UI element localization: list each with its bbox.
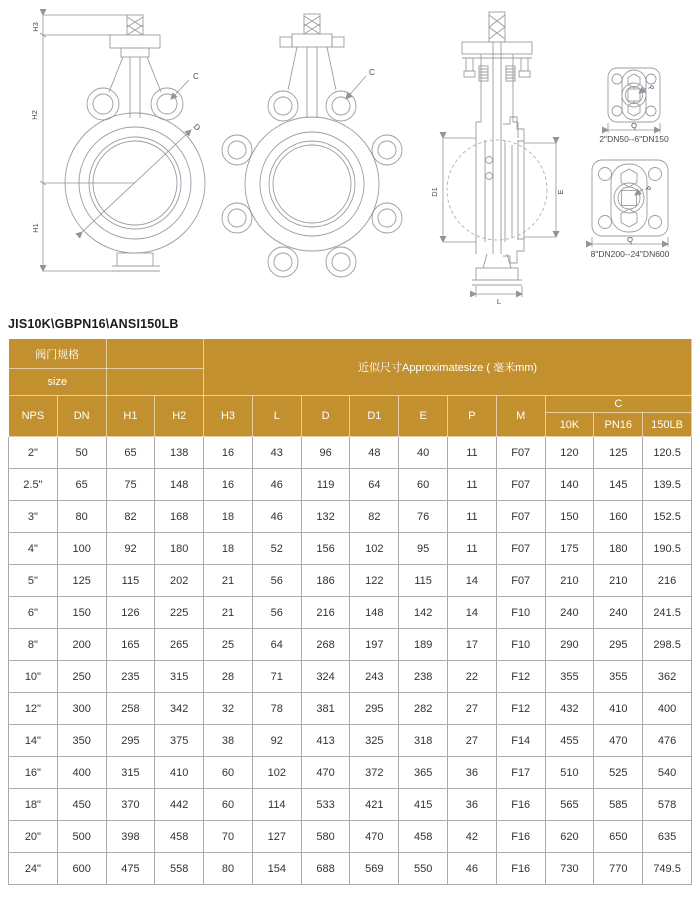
table-cell: 525 <box>594 757 643 789</box>
table-cell: 95 <box>399 533 448 565</box>
header-col-d1: D1 <box>350 396 399 437</box>
table-cell: 148 <box>155 469 204 501</box>
table-cell: 80 <box>57 501 106 533</box>
table-cell: 540 <box>643 757 692 789</box>
table-cell: 635 <box>643 821 692 853</box>
table-cell: 455 <box>545 725 594 757</box>
header-col-10k: 10K <box>545 413 594 437</box>
table-cell: 450 <box>57 789 106 821</box>
table-cell: 533 <box>301 789 350 821</box>
table-cell: 82 <box>350 501 399 533</box>
table-cell: 154 <box>252 853 301 885</box>
table-cell: 300 <box>57 693 106 725</box>
table-cell: 442 <box>155 789 204 821</box>
table-cell: 65 <box>57 469 106 501</box>
table-cell: 168 <box>155 501 204 533</box>
table-cell: 20" <box>9 821 58 853</box>
table-row <box>9 597 692 629</box>
table-cell: 160 <box>594 501 643 533</box>
table-cell: F10 <box>496 629 545 661</box>
table-row <box>9 661 692 693</box>
table-cell: 325 <box>350 725 399 757</box>
table-cell: 6" <box>9 597 58 629</box>
table-cell: 125 <box>57 565 106 597</box>
table-cell: 42 <box>448 821 497 853</box>
table-cell: 138 <box>155 437 204 469</box>
dim-label-q: Q <box>631 121 637 130</box>
table-cell: 27 <box>448 693 497 725</box>
table-cell: 186 <box>301 565 350 597</box>
table-cell: 82 <box>106 501 155 533</box>
table-cell: 11 <box>448 501 497 533</box>
table-cell: 298.5 <box>643 629 692 661</box>
table-cell: 16 <box>204 469 253 501</box>
table-row <box>9 789 692 821</box>
table-cell: 114 <box>252 789 301 821</box>
table-cell: 476 <box>643 725 692 757</box>
table-cell: 36 <box>448 757 497 789</box>
table-cell: 102 <box>350 533 399 565</box>
table-cell: 265 <box>155 629 204 661</box>
table-cell: 142 <box>399 597 448 629</box>
iso-pad-small-drawing <box>599 68 669 144</box>
bolt-hole-label-c: C <box>369 68 375 77</box>
table-cell: F12 <box>496 661 545 693</box>
table-cell: 398 <box>106 821 155 853</box>
header-blank-bottom <box>106 369 204 396</box>
table-cell: 2" <box>9 437 58 469</box>
table-cell: 46 <box>252 501 301 533</box>
table-cell: 235 <box>106 661 155 693</box>
table-cell: 375 <box>155 725 204 757</box>
table-cell: F07 <box>496 565 545 597</box>
table-cell: 25 <box>204 629 253 661</box>
table-cell: 8" <box>9 629 58 661</box>
table-cell: F16 <box>496 853 545 885</box>
table-row <box>9 437 692 469</box>
table-cell: 475 <box>106 853 155 885</box>
table-cell: 16" <box>9 757 58 789</box>
stem-square-label-p: P <box>646 84 655 93</box>
spec-table-body <box>9 437 692 885</box>
table-cell: F16 <box>496 821 545 853</box>
dim-label-e: E <box>556 189 565 195</box>
table-cell: 365 <box>399 757 448 789</box>
table-cell: 125 <box>594 437 643 469</box>
table-row <box>9 821 692 853</box>
table-cell: 381 <box>301 693 350 725</box>
header-col-e: E <box>399 396 448 437</box>
table-cell: 100 <box>57 533 106 565</box>
table-cell: 115 <box>399 565 448 597</box>
table-cell: 295 <box>350 693 399 725</box>
header-col-150lb: 150LB <box>643 413 692 437</box>
table-cell: 11 <box>448 533 497 565</box>
table-cell: 470 <box>350 821 399 853</box>
table-cell: 238 <box>399 661 448 693</box>
spec-table <box>8 338 692 885</box>
table-cell: 295 <box>594 629 643 661</box>
table-cell: 180 <box>594 533 643 565</box>
table-cell: 43 <box>252 437 301 469</box>
table-cell: F14 <box>496 725 545 757</box>
table-cell: 243 <box>350 661 399 693</box>
table-cell: 650 <box>594 821 643 853</box>
table-cell: 315 <box>155 661 204 693</box>
table-cell: 165 <box>106 629 155 661</box>
table-cell: 189 <box>399 629 448 661</box>
table-cell: 12" <box>9 693 58 725</box>
table-row <box>9 469 692 501</box>
table-cell: 268 <box>301 629 350 661</box>
table-cell: 355 <box>545 661 594 693</box>
iso-pad-large-caption: 8"DN200--24"DN600 <box>590 249 670 259</box>
header-col-h1: H1 <box>106 396 155 437</box>
table-cell: F07 <box>496 533 545 565</box>
table-cell: F07 <box>496 437 545 469</box>
table-cell: 60 <box>399 469 448 501</box>
table-cell: 410 <box>155 757 204 789</box>
table-cell: 216 <box>301 597 350 629</box>
table-cell: 210 <box>594 565 643 597</box>
table-cell: 21 <box>204 597 253 629</box>
table-cell: 241.5 <box>643 597 692 629</box>
lug-valve-front-drawing <box>222 14 402 277</box>
table-cell: 585 <box>594 789 643 821</box>
table-cell: 342 <box>155 693 204 725</box>
table-cell: 190.5 <box>643 533 692 565</box>
header-col-dn: DN <box>57 396 106 437</box>
header-col-p: P <box>448 396 497 437</box>
table-cell: 36 <box>448 789 497 821</box>
table-cell: 75 <box>106 469 155 501</box>
table-cell: 500 <box>57 821 106 853</box>
table-cell: 50 <box>57 437 106 469</box>
table-cell: 250 <box>57 661 106 693</box>
table-cell: 362 <box>643 661 692 693</box>
table-cell: 70 <box>204 821 253 853</box>
table-cell: 140 <box>545 469 594 501</box>
table-cell: 22 <box>448 661 497 693</box>
table-cell: 2.5" <box>9 469 58 501</box>
table-cell: 78 <box>252 693 301 725</box>
table-cell: 569 <box>350 853 399 885</box>
table-cell: 10" <box>9 661 58 693</box>
table-cell: 65 <box>106 437 155 469</box>
table-cell: 421 <box>350 789 399 821</box>
table-cell: 3" <box>9 501 58 533</box>
diameter-label-d: D <box>191 122 203 133</box>
header-size: size <box>9 369 107 396</box>
table-cell: 14 <box>448 565 497 597</box>
table-cell: 210 <box>545 565 594 597</box>
table-cell: 175 <box>545 533 594 565</box>
table-cell: 458 <box>399 821 448 853</box>
table-cell: 60 <box>204 789 253 821</box>
table-cell: 18 <box>204 501 253 533</box>
table-cell: 119 <box>301 469 350 501</box>
table-cell: 80 <box>204 853 253 885</box>
table-cell: 56 <box>252 597 301 629</box>
table-cell: 318 <box>399 725 448 757</box>
table-cell: 11 <box>448 437 497 469</box>
table-row <box>9 533 692 565</box>
table-cell: 315 <box>106 757 155 789</box>
table-cell: 410 <box>594 693 643 725</box>
table-cell: 730 <box>545 853 594 885</box>
table-cell: 152.5 <box>643 501 692 533</box>
table-cell: 688 <box>301 853 350 885</box>
table-cell: 580 <box>301 821 350 853</box>
table-cell: 64 <box>350 469 399 501</box>
table-row <box>9 693 692 725</box>
table-cell: 400 <box>57 757 106 789</box>
table-cell: 27 <box>448 725 497 757</box>
table-cell: 470 <box>594 725 643 757</box>
table-cell: 565 <box>545 789 594 821</box>
table-cell: 64 <box>252 629 301 661</box>
table-cell: 324 <box>301 661 350 693</box>
table-cell: 150 <box>57 597 106 629</box>
table-cell: 92 <box>252 725 301 757</box>
table-cell: 458 <box>155 821 204 853</box>
table-cell: 197 <box>350 629 399 661</box>
table-cell: 145 <box>594 469 643 501</box>
table-cell: 150 <box>545 501 594 533</box>
table-cell: 240 <box>594 597 643 629</box>
table-cell: 102 <box>252 757 301 789</box>
table-cell: 4" <box>9 533 58 565</box>
table-row <box>9 853 692 885</box>
table-cell: 96 <box>301 437 350 469</box>
dim-label-h3: H3 <box>31 22 40 32</box>
table-cell: 14 <box>448 597 497 629</box>
table-cell: 11 <box>448 469 497 501</box>
header-col-h3: H3 <box>204 396 253 437</box>
table-cell: F12 <box>496 693 545 725</box>
header-valve-spec: 阀门规格 <box>9 339 107 369</box>
wafer-valve-front-drawing <box>30 15 205 271</box>
header-col-h2: H2 <box>155 396 204 437</box>
table-cell: 282 <box>399 693 448 725</box>
table-cell: 60 <box>204 757 253 789</box>
table-cell: 17 <box>448 629 497 661</box>
table-cell: 370 <box>106 789 155 821</box>
dim-label-h2: H2 <box>30 110 39 120</box>
table-row <box>9 757 692 789</box>
table-cell: 76 <box>399 501 448 533</box>
table-cell: 350 <box>57 725 106 757</box>
table-cell: 413 <box>301 725 350 757</box>
table-cell: 510 <box>545 757 594 789</box>
table-cell: F10 <box>496 597 545 629</box>
table-cell: 18 <box>204 533 253 565</box>
table-cell: 156 <box>301 533 350 565</box>
header-blank-top <box>106 339 204 369</box>
dim-label-q: Q <box>627 235 633 244</box>
table-cell: 355 <box>594 661 643 693</box>
table-cell: 38 <box>204 725 253 757</box>
table-cell: 122 <box>350 565 399 597</box>
table-cell: 749.5 <box>643 853 692 885</box>
valve-drawings <box>0 0 700 316</box>
header-col-m: M <box>496 396 545 437</box>
iso-pad-small-caption: 2"DN50--6"DN150 <box>599 134 669 144</box>
table-cell: 126 <box>106 597 155 629</box>
header-col-pn16: PN16 <box>594 413 643 437</box>
table-cell: 132 <box>301 501 350 533</box>
table-cell: 40 <box>399 437 448 469</box>
table-cell: 432 <box>545 693 594 725</box>
table-cell: 620 <box>545 821 594 853</box>
table-cell: 139.5 <box>643 469 692 501</box>
header-col-l: L <box>252 396 301 437</box>
table-cell: F16 <box>496 789 545 821</box>
table-cell: 71 <box>252 661 301 693</box>
table-cell: 415 <box>399 789 448 821</box>
table-cell: 115 <box>106 565 155 597</box>
side-section-drawing <box>430 12 565 306</box>
table-cell: 258 <box>106 693 155 725</box>
page-title: JIS10K\GBPN16\ANSI150LB <box>8 317 179 331</box>
spec-table-header <box>9 339 692 437</box>
table-cell: 148 <box>350 597 399 629</box>
header-c-group: C <box>545 396 691 413</box>
table-cell: 372 <box>350 757 399 789</box>
dim-label-l: L <box>496 297 502 306</box>
table-cell: 18" <box>9 789 58 821</box>
table-cell: 202 <box>155 565 204 597</box>
table-cell: 558 <box>155 853 204 885</box>
table-cell: 32 <box>204 693 253 725</box>
table-row <box>9 725 692 757</box>
table-cell: 180 <box>155 533 204 565</box>
table-cell: 470 <box>301 757 350 789</box>
table-row <box>9 501 692 533</box>
table-cell: 56 <box>252 565 301 597</box>
table-cell: 225 <box>155 597 204 629</box>
table-cell: 92 <box>106 533 155 565</box>
table-cell: 290 <box>545 629 594 661</box>
table-cell: 24" <box>9 853 58 885</box>
table-cell: F07 <box>496 469 545 501</box>
bolt-hole-label-c: C <box>193 72 199 81</box>
dim-label-d1: D1 <box>430 187 439 197</box>
dim-label-h1: H1 <box>31 223 40 233</box>
table-cell: 578 <box>643 789 692 821</box>
table-cell: 48 <box>350 437 399 469</box>
table-cell: 46 <box>448 853 497 885</box>
table-cell: 216 <box>643 565 692 597</box>
table-cell: 5" <box>9 565 58 597</box>
table-cell: F07 <box>496 501 545 533</box>
stem-square-label-p: P <box>643 185 652 194</box>
table-row <box>9 629 692 661</box>
table-cell: 120 <box>545 437 594 469</box>
table-cell: 16 <box>204 437 253 469</box>
table-row <box>9 565 692 597</box>
header-col-nps: NPS <box>9 396 58 437</box>
table-cell: 14" <box>9 725 58 757</box>
table-cell: 200 <box>57 629 106 661</box>
table-cell: F17 <box>496 757 545 789</box>
table-cell: 600 <box>57 853 106 885</box>
table-cell: 127 <box>252 821 301 853</box>
table-cell: 46 <box>252 469 301 501</box>
table-cell: 120.5 <box>643 437 692 469</box>
table-cell: 28 <box>204 661 253 693</box>
table-cell: 52 <box>252 533 301 565</box>
table-cell: 240 <box>545 597 594 629</box>
table-cell: 295 <box>106 725 155 757</box>
iso-pad-large-drawing <box>591 160 670 259</box>
table-cell: 400 <box>643 693 692 725</box>
table-cell: 770 <box>594 853 643 885</box>
header-approx-size: 近似尺寸Approximatesize ( 毫米mm) <box>204 339 692 396</box>
header-col-d: D <box>301 396 350 437</box>
table-cell: 550 <box>399 853 448 885</box>
table-cell: 21 <box>204 565 253 597</box>
